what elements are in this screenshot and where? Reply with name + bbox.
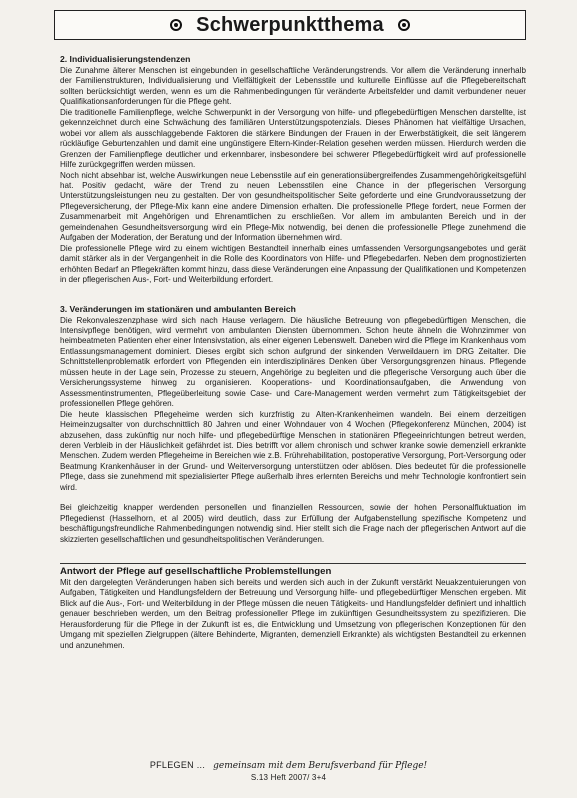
- footer-brand: PFLEGEN ...: [149, 760, 206, 770]
- paragraph: Die professionelle Pflege wird zu einem wichtigen Bestandteil innerhalb eines umfassenden Versorgungsangebotes und gerät damit stärker als in der Vergangenheit in die Rolle des Koordinators von Hilfe- und Pflegebedarfen. Neben dem prognostizierten erhöhten Bedarf an Pflegekräften kommt hinzu, dass diese Veränderungen eine Anpassung der Qualifikationen und Kompetenzen in der pflegerischen Aus-, Fort- und Weiterbildung erfordert.: [60, 243, 526, 285]
- paragraph: Die heute klassischen Pflegeheime werden sich kurzfristig zu Alten-Krankenheimen wandeln. Bei einem derzeitigen Heimeinzugsalter von durchschnittlich 80 Jahren und einer Wohndauer von 4 Wochen (Pflegekonferenz München, 2004) ist abzusehen, dass zukünftig nur noch hilfe- und pflegebedürftige Menschen in stationären Pflegeeinrichtungen betreut werden, deren Verbleib in der Häuslichkeit gefährdet ist. Dies betrifft vor allem chronisch und schwer kranke sowie demenziell erkrankte Menschen. Zudem werden Pflegeheime in Bereichen wie z.B. Frührehabilitation, postoperative Versorgung, Port-Versorgung oder Beatmung Krankenhäuser in der Grund- und Weiterversorgung unterstützen oder ablösen. Dies bedeutet für die professionelle Pflege, dass sie zunehmend mit spezialisierter Pflege außerhalb ihres erlernten Bereichs und mehr Technologie konfrontiert sein wird.: [60, 409, 526, 492]
- paragraph: Die Rekonvaleszenzphase wird sich nach Hause verlagern. Die häusliche Betreuung von pflegebedürftigen Menschen, die Intensivpflege benötigen, wird vermehrt von ambulanten Diensten übernommen. Schon heute ähneln die Wohnzimmer von heimbeatmeten Patienten eher einer Intensivstation, als einer eigenen Lebenswelt. Daneben wird die Pflege im Krankenhaus vom Entlassungsmanagement dominiert. Dieses ergibt sich schon aufgrund der sinkenden Verweildauern im DRG Zeitalter. Die Schnittstellenproblematik erfordert von Pflegenden ein interdisziplinäres Denken über Versorgungsgrenzen hinaus. Pflegende müssen heute in der Lage sein, Prozesse zu steuern, Angehörige zu begleiten und die pflegerische Versorgung auch über die Versicherungssysteme hinweg zu organisieren. Kooperations- und Koordinationsaufgaben, die Anwendung von Assessmentinstrumenten, Pflegeüberleitung sowie Case- und Care-Management werden vermehrt zum Tätigkeitsgebiet der professionellen Pflege gehören.: [60, 315, 526, 409]
- paragraph: Die traditionelle Familienpflege, welche Schwerpunkt in der Versorgung von hilfe- und pflegebedürftigen Menschen darstellte, ist gekennzeichnet durch eine Schwächung des familiären Unterstützungspotenzials. Dieses Phänomen hat vielfältige Ursachen, wobei vor allem als ausschlaggebende Faktoren die stärkere Bindungen der Frauen in der Erwerbstätigkeit, die seit längerem rückläufige Geburtenzahlen und damit eine ungünstigere Eltern-Kinder-Relation gesehen werden müssen. Hierdurch werden die Grenzen der Familienpflege deutlicher und erkennbarer, insbesondere bei schwerer Pflegebedürftigkeit wird auf professionelle Hilfe zurückgegriffen werden müssen.: [60, 107, 526, 170]
- paragraph: Die Zunahme älterer Menschen ist eingebunden in gesellschaftliche Veränderungstrends. Vor allem die Veränderung innerhalb der Familienstrukturen, Individualisierung und Vielfältigkeit der Lebensstile und kulturelle Einflüsse auf die Pflegebereitschaft sollten berücksichtigt werden, wenn es um die Rahmenbedingungen für veränderte Arbeitsfelder und damit verbundener neuer Qualifikationsanforderungen für die Pflege geht.: [60, 66, 526, 107]
- section-heading: 2. Individualisierungstendenzen: [60, 54, 191, 64]
- section-individualisierung: [60, 54, 526, 286]
- page-number: S.13 Heft 2007/ 3+4: [250, 773, 327, 782]
- page-footer: [0, 760, 577, 782]
- target-icon: [398, 19, 410, 31]
- paragraph: Bei gleichzeitig knapper werdenden personellen und finanziellen Ressourcen, sowie der hohen Personalfluktuation im Pflegedienst (Hasselhorn, et al 2005) wird deutlich, dass zur Erfüllung der Aufgabenstellung spezifische Kompetenz und beschäftigungsfreundliche Rahmenbedingungen notwendig sind. Hier stellt sich die Frage nach der pflegerischen Antwort auf die skizzierten gesellschaftlichen und gesundheitspolitischen Veränderungen.: [60, 503, 526, 544]
- paragraph: Mit den dargelegten Veränderungen haben sich bereits und werden sich auch in der Zukunft verstärkt Neuakzentuierungen von Aufgaben, Tätigkeiten und Handlungsfeldern der Betreuung und Versorgung hilfe- und pflegebedürftiger Menschen ergeben. Mit Blick auf die Aus-, Fort- und Weiterbildung in der Pflege müssen die neuen Tätigkeits- und Handlungsfelder definiert und inhaltlich genauer beschrieben werden, um den Beitrag professioneller Pflege im zukünftigen Gesundheitssystem zu spezifizieren. Die Herausforderung für die Pflege in der Zukunft ist es, die Entwicklung und Umsetzung von pflegerischen Konzeptionen für den Umgang mit speziellen Zielgruppen (ältere Behinderte, Migranten, demenziell Erkrankte) als wichtigsten Bestandteil zu erkennen und anzunehmen.: [60, 578, 526, 650]
- target-icon: [170, 19, 182, 31]
- paragraph: Noch nicht absehbar ist, welche Auswirkungen neue Lebensstile auf ein generationsübergreifendes Zusammengehörigkeitsgefühl hat. Positiv gedacht, wäre der Trend zu neuen Lebensstilen eine Chance in der pflegerischen Versorgung Unterstützungsleistungen neu zu gestalten. Der von gesundheitspolitischer Seite geforderte und eine Grundvoraussetzung der Pflegeversicherung, der Pflege-Mix kann eine andere Dimension erhalten. Die professionelle Pflege fordert, neue Formen der Zusammenarbeit mit Angehörigen und Ehrenamtlichen zu erschließen. Vor allem im ambulanten Bereich und in der gemeindenahen Gesundheitsversorgung wird ein Pflege-Mix notwendig, bei denen die professionelle Pflege zunehmend die Aufgaben der Moderation, der Beratung und der Information übernehmen wird.: [60, 170, 526, 243]
- section-heading: Antwort der Pflege auf gesellschaftliche Problemstellungen: [60, 566, 332, 578]
- page-header: [54, 10, 526, 40]
- page-title: Schwerpunktthema: [196, 13, 384, 36]
- footer-slogan: gemeinsam mit dem Berufsverband für Pflege!: [213, 761, 428, 771]
- section-heading: 3. Veränderungen im stationären und ambulanten Bereich: [60, 303, 296, 314]
- section-veraenderungen: [60, 304, 526, 546]
- section-antwort: [60, 563, 526, 651]
- article-body: [60, 54, 526, 651]
